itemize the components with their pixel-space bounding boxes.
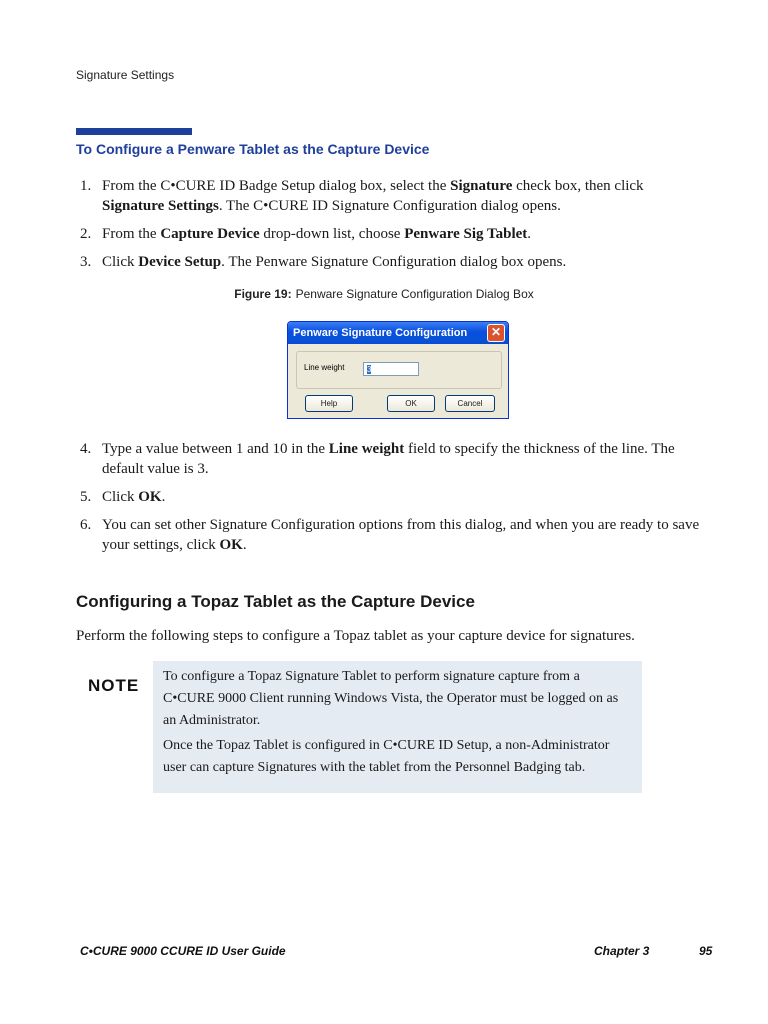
penware-config-dialog [287, 321, 509, 419]
steps-list-a [78, 176, 708, 280]
note-paragraph-2: Once the Topaz Tablet is configured in C•CURE ID Setup, a non-Administrator user can capture Signatures with the tablet from the Personnel Badging tab. [163, 738, 610, 775]
close-icon[interactable]: ✕ [487, 324, 505, 342]
note-box [153, 661, 642, 793]
help-button[interactable]: Help [305, 395, 353, 412]
dialog-groupbox [296, 351, 502, 389]
step-number: 4. [80, 441, 92, 457]
step-number: 2. [80, 226, 92, 242]
section-heading: Configuring a Topaz Tablet as the Capture Device [76, 592, 475, 611]
step-3: 3. Click Device Setup. The Penware Signature Configuration dialog box opens. [80, 254, 567, 270]
running-header: Signature Settings [76, 68, 175, 82]
step-number: 3. [80, 254, 92, 270]
line-weight-label: Line weight [304, 363, 345, 372]
cancel-button[interactable]: Cancel [445, 395, 495, 412]
procedure-rule [76, 128, 192, 135]
dialog-title: Penware Signature Configuration [293, 327, 468, 339]
step-1: 1. From the C•CURE ID Badge Setup dialog box, select the Signature check box, then click Signature Settings. The C•CURE ID Signature Configuration dialog opens. [80, 178, 644, 214]
step-number: 6. [80, 517, 92, 533]
figure-label: Figure 19: [234, 287, 292, 301]
section-intro: Perform the following steps to configure a Topaz tablet as your capture device for signatures. [76, 628, 635, 644]
ok-button[interactable]: OK [387, 395, 435, 412]
dialog-titlebar [288, 322, 508, 344]
note-paragraph-1: To configure a Topaz Signature Tablet to perform signature capture from a C•CURE 9000 Client running Windows Vista, the Operator must be logged on as an Administrator. [163, 669, 619, 728]
step-number: 1. [80, 178, 92, 194]
figure-title: Penware Signature Configuration Dialog Box [295, 287, 534, 301]
footer-chapter: Chapter 3 [594, 944, 650, 958]
footer-page-number: 95 [699, 944, 713, 958]
step-2: 2. From the Capture Device drop-down list, choose Penware Sig Tablet. [80, 226, 532, 242]
step-6: 6. You can set other Signature Configuration options from this dialog, and when you are ready to save your settings, click OK. [80, 517, 700, 553]
footer-guide-title: C•CURE 9000 CCURE ID User Guide [80, 944, 286, 958]
line-weight-input[interactable]: 3 [363, 362, 419, 376]
figure-caption [0, 287, 768, 301]
step-5: 5. Click OK. [80, 489, 166, 505]
steps-list-b [78, 439, 708, 563]
step-4: 4. Type a value between 1 and 10 in the Line weight field to specify the thickness of the line. The default value is 3. [80, 441, 675, 477]
note-label: NOTE [88, 676, 140, 695]
step-number: 5. [80, 489, 92, 505]
procedure-title: To Configure a Penware Tablet as the Capture Device [76, 141, 430, 157]
